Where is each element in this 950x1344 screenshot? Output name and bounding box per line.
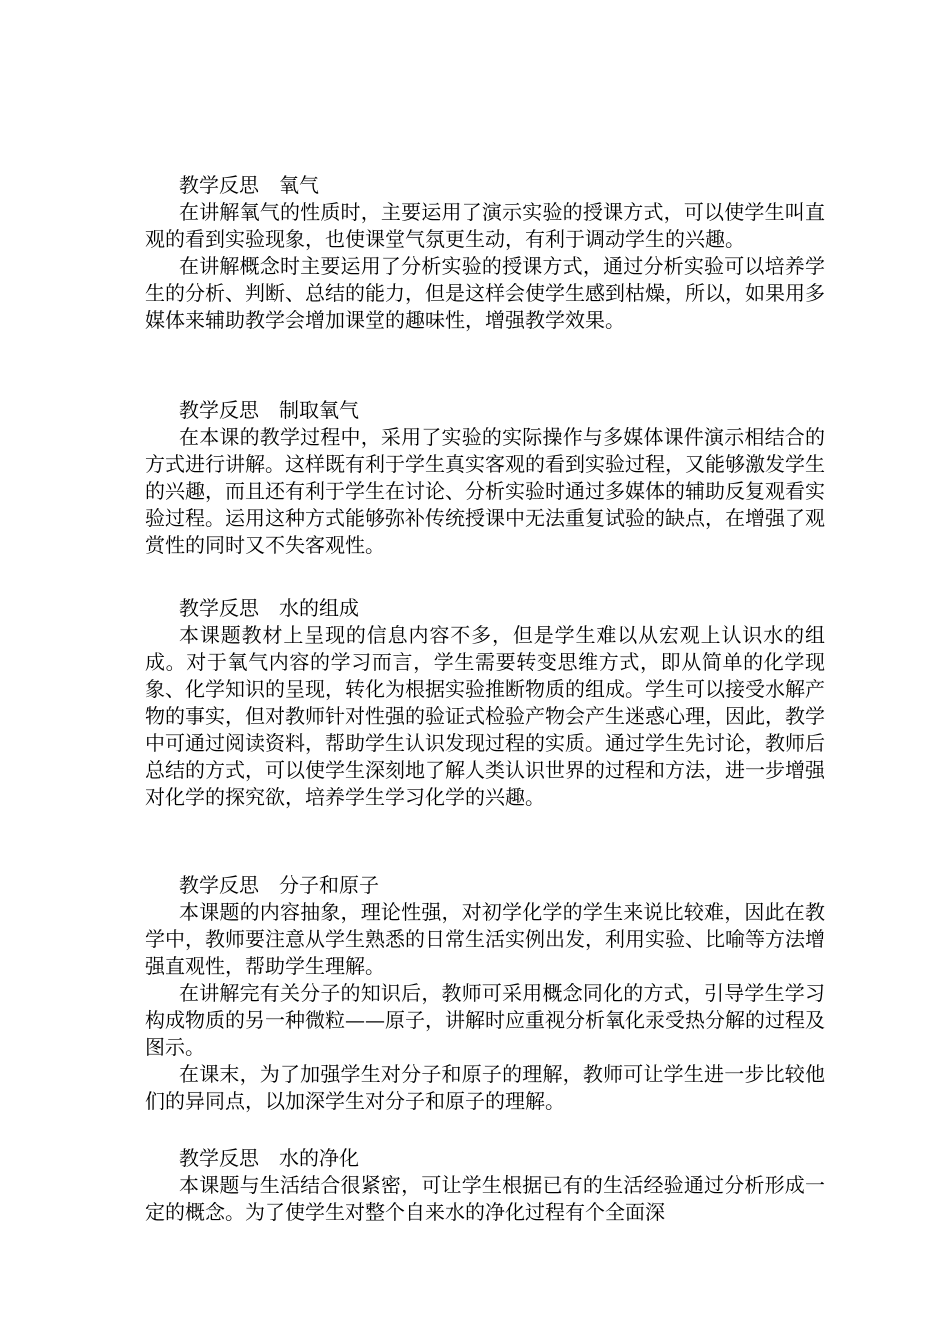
section-water-purification (145, 1145, 825, 1226)
section-paragraph: 本课题教材上呈现的信息内容不多，但是学生难以从宏观上认识水的组成。对于氧气内容的学习而言，学生需要转变思维方式，即从简单的化学现象、化学知识的呈现，转化为根据实验推断物质的组成。学生可以接受水解产物的事实，但对教师针对性强的验证式检验产物会产生迷惑心理，因此，教学中可通过阅读资料，帮助学生认识发现过程的实质。通过学生先讨论，教师后总结的方式，可以使学生深刻地了解人类认识世界的过程和方法，进一步增强对化学的探究欲，培养学生学习化学的兴趣。 (145, 623, 825, 809)
section-paragraph: 在课末，为了加强学生对分子和原子的理解，教师可让学生进一步比较他们的异同点，以加深学生对分子和原子的理解。 (145, 1062, 825, 1113)
section-paragraph: 在本课的教学过程中，采用了实验的实际操作与多媒体课件演示相结合的方式进行讲解。这样既有利于学生真实客观的看到实验过程，又能够激发学生的兴趣，而且还有利于学生在讨论、分析实验时通过多媒体的辅助反复观看实验过程。运用这种方式能够弥补传统授课中无法重复试验的缺点，在增强了观赏性的同时又不失客观性。 (145, 425, 825, 557)
section-paragraph: 本课题的内容抽象，理论性强，对初学化学的学生来说比较难，因此在教学中，教师要注意从学生熟悉的日常生活实例出发，利用实验、比喻等方法增强直观性，帮助学生理解。 (145, 900, 825, 978)
section-paragraph: 在讲解完有关分子的知识后，教师可采用概念同化的方式，引导学生学习构成物质的另一种微粒——原子，讲解时应重视分析氧化汞受热分解的过程及图示。 (145, 981, 825, 1059)
section-paragraph: 在讲解氧气的性质时，主要运用了演示实验的授课方式，可以使学生叫直观的看到实验现象，也使课堂气氛更生动，有利于调动学生的兴趣。 (145, 200, 825, 251)
section-oxygen (145, 172, 825, 334)
section-paragraph: 本课题与生活结合很紧密，可让学生根据已有的生活经验通过分析形成一定的概念。为了使学生对整个自来水的净化过程有个全面深 (145, 1173, 825, 1224)
section-heading: 教学反思 制取氧气 (179, 398, 359, 422)
section-water-composition (145, 595, 825, 811)
section-heading: 教学反思 分子和原子 (179, 873, 379, 897)
section-preparing-oxygen (145, 397, 825, 559)
section-heading: 教学反思 氧气 (179, 173, 319, 197)
section-paragraph: 在讲解概念时主要运用了分析实验的授课方式，通过分析实验可以培养学生的分析、判断、总结的能力，但是这样会使学生感到枯燥，所以，如果用多媒体来辅助教学会增加课堂的趣味性，增强教学效果。 (145, 254, 825, 332)
section-heading: 教学反思 水的净化 (179, 1146, 359, 1170)
section-heading: 教学反思 水的组成 (179, 596, 359, 620)
section-molecules-atoms (145, 872, 825, 1115)
